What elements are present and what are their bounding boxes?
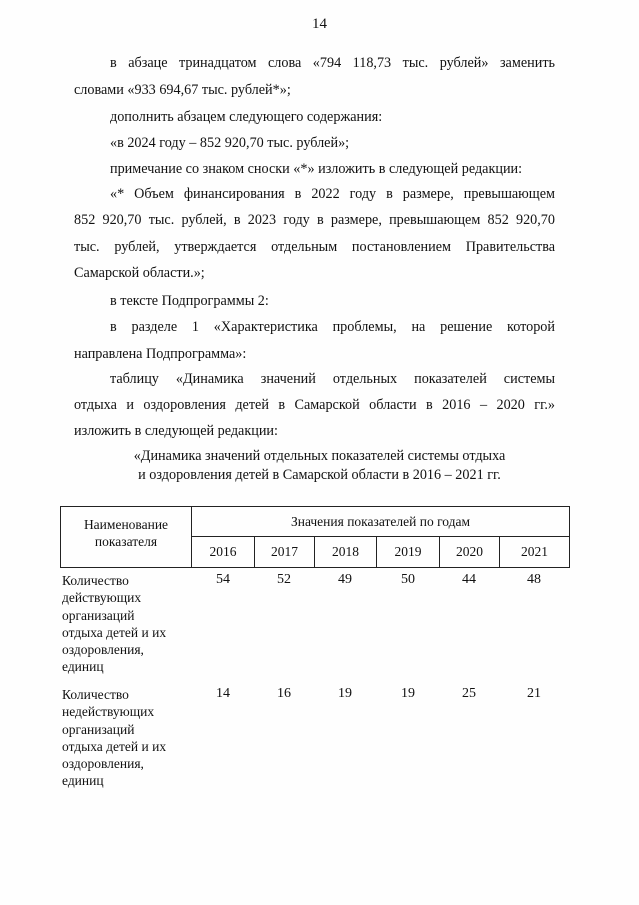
row-1-label-line: действующих — [62, 590, 142, 606]
table-row-1-label — [62, 572, 192, 676]
table-cell-row-2-2016: 14 — [216, 686, 230, 701]
table-cell-row-1-2020: 44 — [462, 572, 476, 587]
table-cell-row-2-2020: 25 — [462, 686, 476, 701]
paragraph-3: «в 2024 году – 852 920,70 тыс. рублей»; — [110, 135, 350, 151]
table-cell-row-2-2021: 21 — [527, 686, 541, 701]
paragraph-7-line-2: направлена Подпрограмма»: — [74, 346, 247, 362]
indicator-name-header-line-1: Наименование — [83, 517, 169, 532]
table-cell-row-2-2018: 19 — [338, 686, 352, 701]
paragraph-4: примечание со знаком сноски «*» изложить в следующей редакции: — [110, 161, 523, 177]
table-cell-row-2-2019: 19 — [401, 686, 415, 701]
paragraph-1-line-2: словами «933 694,67 тыс. рублей*»; — [74, 82, 291, 98]
table-row-2-label — [62, 686, 192, 790]
year-header-2019: 2019 — [377, 537, 440, 567]
paragraph-8-line-1: таблицу «Динамика значений отдельных показателей системы — [110, 371, 555, 387]
paragraph-5-line-2: 852 920,70 тыс. рублей, в 2023 году в размере, превышающем 852 920,70 — [74, 212, 555, 228]
year-header-2017: 2017 — [255, 537, 315, 567]
row-2-label-line: единиц — [62, 773, 104, 789]
table-title-line-1: «Динамика значений отдельных показателей системы отдыха — [133, 448, 506, 464]
year-header-2021: 2021 — [521, 544, 548, 559]
table-title-line-2: и оздоровления детей в Самарской области в 2016 – 2021 гг. — [138, 467, 501, 483]
table-cell-row-1-2018: 49 — [338, 572, 352, 587]
row-1-label-line: единиц — [62, 659, 104, 675]
paragraph-8-line-2: отдыха и оздоровления детей в Самарской области в 2016 – 2020 гг.» — [74, 397, 555, 413]
row-1-label-line: организаций — [62, 607, 135, 623]
paragraph-1-line-1: в абзаце тринадцатом слова «794 118,73 тыс. рублей» заменить — [110, 55, 555, 71]
table-cell-row-1-2019: 50 — [401, 572, 415, 587]
paragraph-2: дополнить абзацем следующего содержания: — [110, 109, 383, 125]
indicator-name-header-line-2: показателя — [94, 534, 158, 549]
row-1-label-line: оздоровления, — [62, 642, 144, 658]
row-2-label-line: оздоровления, — [62, 756, 144, 772]
paragraph-7-line-1: в разделе 1 «Характеристика проблемы, на решение которой — [110, 319, 555, 335]
row-2-label-line: Количество — [62, 687, 129, 702]
year-header-2016: 2016 — [192, 537, 255, 567]
paragraph-8-line-3: изложить в следующей редакции: — [74, 423, 278, 439]
indicator-name-header — [61, 507, 192, 567]
year-header-2020: 2020 — [440, 537, 500, 567]
paragraph-5-line-4: Самарской области.»; — [74, 265, 205, 281]
values-by-year-header: Значения показателей по годам — [192, 507, 569, 537]
row-2-label-line: отдыха детей и их — [62, 738, 167, 754]
table-cell-row-1-2021: 48 — [527, 572, 541, 587]
row-2-label-line: недействующих — [62, 704, 155, 720]
table-header — [60, 506, 570, 568]
paragraph-5-line-1: «* Объем финансирования в 2022 году в размере, превышающем — [110, 186, 555, 202]
table-cell-row-1-2017: 52 — [277, 572, 291, 587]
page-number: 14 — [312, 16, 327, 32]
year-header-2018: 2018 — [315, 537, 377, 567]
row-1-label-line: Количество — [62, 573, 129, 588]
row-2-label-line: организаций — [62, 721, 135, 737]
paragraph-6: в тексте Подпрограммы 2: — [110, 293, 269, 309]
table-cell-row-2-2017: 16 — [277, 686, 291, 701]
table-cell-row-1-2016: 54 — [216, 572, 230, 587]
paragraph-5-line-3: тыс. рублей, утверждается отдельным постановлением Правительства — [74, 239, 555, 255]
row-1-label-line: отдыха детей и их — [62, 624, 167, 640]
